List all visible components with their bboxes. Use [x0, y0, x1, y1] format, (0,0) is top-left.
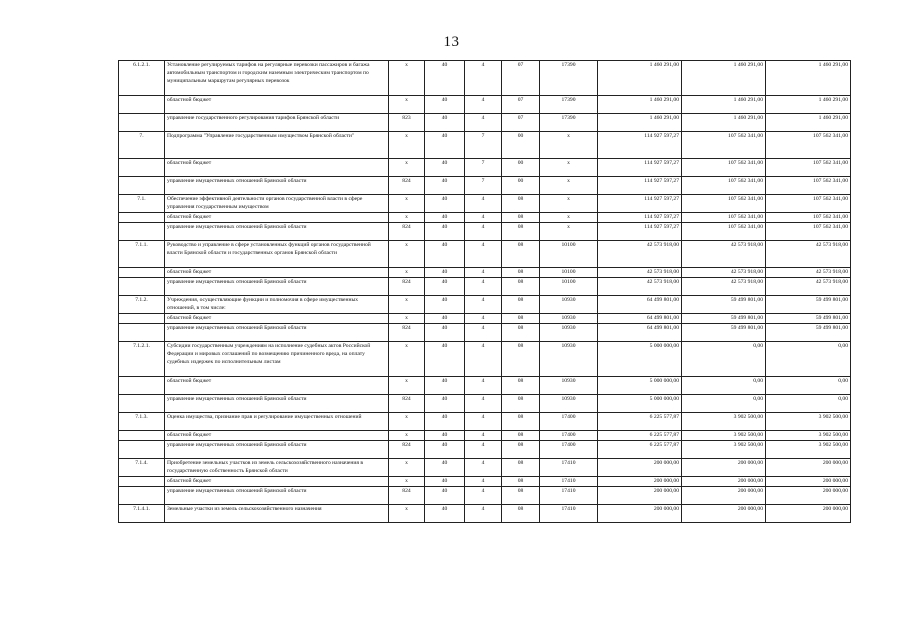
- cell-amount-year-1: 200 000,00: [598, 477, 682, 487]
- table-row: [119, 96, 851, 114]
- cell-item-name: областной бюджет: [165, 268, 389, 278]
- cell-subprogram: 4: [465, 395, 502, 413]
- cell-grbs: х: [389, 377, 425, 395]
- cell-grbs: х: [389, 459, 425, 477]
- table-row: [119, 296, 851, 314]
- cell-main-event: 08: [502, 278, 540, 296]
- cell-amount-year-3: 1 460 291,00: [766, 114, 851, 132]
- cell-item-number: [119, 324, 165, 342]
- cell-amount-year-2: 107 562 341,00: [682, 195, 766, 213]
- table-row: [119, 505, 851, 523]
- cell-program: 40: [425, 505, 465, 523]
- table-row: [119, 314, 851, 324]
- cell-subprogram: 4: [465, 223, 502, 241]
- table-row: [119, 441, 851, 459]
- cell-main-event: 08: [502, 487, 540, 505]
- cell-item-name: управление имущественных отношений Брянской области: [165, 223, 389, 241]
- cell-item-number: [119, 223, 165, 241]
- cell-item-number: [119, 477, 165, 487]
- cell-grbs: 824: [389, 487, 425, 505]
- cell-item-number: [119, 441, 165, 459]
- cell-amount-year-1: 1 460 291,00: [598, 96, 682, 114]
- cell-direction: х: [540, 213, 598, 223]
- cell-item-number: [119, 177, 165, 195]
- page-number: 13: [443, 34, 460, 50]
- cell-item-name: управление имущественных отношений Брянской области: [165, 395, 389, 413]
- cell-amount-year-1: 200 000,00: [598, 487, 682, 505]
- cell-grbs: х: [389, 505, 425, 523]
- cell-amount-year-3: 42 573 918,00: [766, 278, 851, 296]
- cell-amount-year-2: 200 000,00: [682, 487, 766, 505]
- cell-program: 40: [425, 132, 465, 159]
- cell-amount-year-3: 200 000,00: [766, 505, 851, 523]
- cell-item-number: [119, 431, 165, 441]
- cell-grbs: х: [389, 431, 425, 441]
- cell-amount-year-1: 64 499 801,00: [598, 324, 682, 342]
- cell-amount-year-2: 107 562 341,00: [682, 159, 766, 177]
- cell-amount-year-1: 1 460 291,00: [598, 114, 682, 132]
- cell-direction: 10100: [540, 268, 598, 278]
- cell-item-number: [119, 487, 165, 505]
- cell-main-event: 08: [502, 441, 540, 459]
- cell-item-name: Оценка имущества, признание прав и регулирование имущественных отношений: [165, 413, 389, 431]
- cell-direction: х: [540, 159, 598, 177]
- cell-amount-year-2: 42 573 918,00: [682, 268, 766, 278]
- cell-direction: 17390: [540, 96, 598, 114]
- cell-amount-year-1: 200 000,00: [598, 505, 682, 523]
- cell-item-name: управление имущественных отношений Брянской области: [165, 177, 389, 195]
- cell-item-number: 7.1.: [119, 195, 165, 213]
- cell-direction: 10930: [540, 296, 598, 314]
- cell-item-name: управление имущественных отношений Брянской области: [165, 487, 389, 505]
- cell-amount-year-2: 0,00: [682, 395, 766, 413]
- cell-program: 40: [425, 159, 465, 177]
- table-row: [119, 114, 851, 132]
- cell-item-number: 6.1.2.1.: [119, 61, 165, 96]
- cell-amount-year-2: 107 562 341,00: [682, 223, 766, 241]
- cell-program: 40: [425, 324, 465, 342]
- cell-item-number: [119, 377, 165, 395]
- cell-amount-year-3: 3 902 500,00: [766, 441, 851, 459]
- cell-item-name: областной бюджет: [165, 477, 389, 487]
- cell-amount-year-3: 0,00: [766, 377, 851, 395]
- cell-subprogram: 4: [465, 377, 502, 395]
- table-row: [119, 377, 851, 395]
- table-row: [119, 61, 851, 96]
- cell-item-name: Обеспечение эффективной деятельности органов государственной власти в сфере управления государственным имуществом: [165, 195, 389, 213]
- cell-item-number: 7.1.4.: [119, 459, 165, 477]
- budget-table: [118, 60, 851, 523]
- cell-amount-year-3: 107 562 341,00: [766, 213, 851, 223]
- cell-amount-year-3: 107 562 341,00: [766, 177, 851, 195]
- cell-main-event: 08: [502, 296, 540, 314]
- table-row: [119, 159, 851, 177]
- cell-item-name: управление государственного регулирования тарифов Брянской области: [165, 114, 389, 132]
- cell-subprogram: 4: [465, 278, 502, 296]
- cell-subprogram: 4: [465, 441, 502, 459]
- cell-program: 40: [425, 114, 465, 132]
- cell-amount-year-3: 1 460 291,00: [766, 61, 851, 96]
- cell-item-name: управление имущественных отношений Брянской области: [165, 324, 389, 342]
- cell-item-name: Подпрограмма "Управление государственным имуществом Брянской области": [165, 132, 389, 159]
- cell-direction: 17390: [540, 61, 598, 96]
- cell-direction: 17410: [540, 477, 598, 487]
- cell-item-name: Приобретение земельных участков из земель сельскохозяйственного назначения в государственную собственность Брянской области: [165, 459, 389, 477]
- cell-direction: х: [540, 195, 598, 213]
- table-body: [119, 61, 851, 523]
- cell-main-event: 08: [502, 268, 540, 278]
- cell-subprogram: 4: [465, 324, 502, 342]
- cell-grbs: 824: [389, 395, 425, 413]
- cell-program: 40: [425, 61, 465, 96]
- table-row: [119, 431, 851, 441]
- cell-item-number: 7.1.2.: [119, 296, 165, 314]
- cell-program: 40: [425, 213, 465, 223]
- cell-item-name: Установление регулируемых тарифов на регулярные перевозки пассажиров и багажа автомобильным транспортом и городским наземным электрическим транспортом по муниципальным маршрутам регулярных перевозок: [165, 61, 389, 96]
- table-row: [119, 487, 851, 505]
- cell-amount-year-1: 42 573 918,00: [598, 278, 682, 296]
- cell-grbs: 824: [389, 441, 425, 459]
- cell-main-event: 08: [502, 223, 540, 241]
- cell-program: 40: [425, 177, 465, 195]
- table-row: [119, 213, 851, 223]
- cell-direction: 10930: [540, 324, 598, 342]
- cell-amount-year-3: 107 562 341,00: [766, 132, 851, 159]
- cell-main-event: 08: [502, 395, 540, 413]
- cell-item-number: 7.1.2.1.: [119, 342, 165, 377]
- table-row: [119, 459, 851, 477]
- cell-amount-year-1: 64 499 801,00: [598, 296, 682, 314]
- cell-subprogram: 4: [465, 241, 502, 268]
- cell-amount-year-1: 114 927 597,27: [598, 177, 682, 195]
- cell-grbs: 824: [389, 223, 425, 241]
- cell-program: 40: [425, 223, 465, 241]
- cell-direction: 17390: [540, 114, 598, 132]
- cell-amount-year-2: 1 460 291,00: [682, 96, 766, 114]
- cell-grbs: 824: [389, 324, 425, 342]
- cell-main-event: 08: [502, 505, 540, 523]
- cell-direction: 10930: [540, 342, 598, 377]
- cell-direction: 17410: [540, 487, 598, 505]
- cell-direction: 17400: [540, 431, 598, 441]
- cell-amount-year-3: 42 573 918,00: [766, 241, 851, 268]
- cell-amount-year-3: 0,00: [766, 342, 851, 377]
- table-row: [119, 268, 851, 278]
- cell-subprogram: 4: [465, 296, 502, 314]
- cell-item-number: [119, 314, 165, 324]
- cell-program: 40: [425, 477, 465, 487]
- cell-item-number: [119, 278, 165, 296]
- cell-subprogram: 7: [465, 132, 502, 159]
- cell-subprogram: 4: [465, 195, 502, 213]
- cell-program: 40: [425, 241, 465, 268]
- cell-amount-year-1: 42 573 918,00: [598, 241, 682, 268]
- cell-item-number: 7.1.1.: [119, 241, 165, 268]
- cell-item-name: областной бюджет: [165, 314, 389, 324]
- cell-item-name: областной бюджет: [165, 213, 389, 223]
- cell-grbs: х: [389, 195, 425, 213]
- cell-grbs: х: [389, 314, 425, 324]
- cell-item-name: областной бюджет: [165, 159, 389, 177]
- cell-amount-year-2: 3 902 500,00: [682, 441, 766, 459]
- cell-grbs: х: [389, 413, 425, 431]
- cell-subprogram: 4: [465, 459, 502, 477]
- cell-amount-year-1: 114 927 597,27: [598, 159, 682, 177]
- cell-program: 40: [425, 441, 465, 459]
- cell-program: 40: [425, 487, 465, 505]
- cell-program: 40: [425, 342, 465, 377]
- cell-subprogram: 4: [465, 61, 502, 96]
- cell-amount-year-3: 0,00: [766, 395, 851, 413]
- cell-program: 40: [425, 413, 465, 431]
- cell-subprogram: 4: [465, 505, 502, 523]
- cell-amount-year-2: 3 902 500,00: [682, 413, 766, 431]
- cell-program: 40: [425, 296, 465, 314]
- table-row: [119, 223, 851, 241]
- cell-amount-year-3: 59 499 801,00: [766, 314, 851, 324]
- cell-program: 40: [425, 96, 465, 114]
- cell-amount-year-3: 42 573 918,00: [766, 268, 851, 278]
- cell-grbs: х: [389, 96, 425, 114]
- cell-grbs: х: [389, 241, 425, 268]
- cell-amount-year-2: 59 499 801,00: [682, 324, 766, 342]
- cell-amount-year-1: 200 000,00: [598, 459, 682, 477]
- cell-main-event: 08: [502, 342, 540, 377]
- cell-item-name: областной бюджет: [165, 431, 389, 441]
- cell-amount-year-3: 107 562 341,00: [766, 159, 851, 177]
- cell-subprogram: 4: [465, 342, 502, 377]
- cell-amount-year-1: 6 225 577,87: [598, 431, 682, 441]
- cell-grbs: 823: [389, 114, 425, 132]
- cell-main-event: 07: [502, 114, 540, 132]
- cell-amount-year-3: 59 499 801,00: [766, 296, 851, 314]
- cell-item-number: [119, 268, 165, 278]
- cell-item-name: Руководство и управление в сфере установленных функций органов государственной власти Брянской области и государственных органов Брянской области: [165, 241, 389, 268]
- cell-amount-year-2: 200 000,00: [682, 505, 766, 523]
- cell-subprogram: 4: [465, 96, 502, 114]
- cell-grbs: 824: [389, 177, 425, 195]
- cell-subprogram: 7: [465, 177, 502, 195]
- cell-main-event: 00: [502, 177, 540, 195]
- table-row: [119, 477, 851, 487]
- cell-item-name: областной бюджет: [165, 377, 389, 395]
- cell-amount-year-3: 107 562 341,00: [766, 223, 851, 241]
- cell-main-event: 08: [502, 477, 540, 487]
- cell-item-name: управление имущественных отношений Брянской области: [165, 441, 389, 459]
- cell-main-event: 00: [502, 159, 540, 177]
- cell-program: 40: [425, 431, 465, 441]
- table-row: [119, 324, 851, 342]
- cell-main-event: 08: [502, 195, 540, 213]
- cell-subprogram: 4: [465, 431, 502, 441]
- cell-main-event: 00: [502, 132, 540, 159]
- cell-subprogram: 4: [465, 268, 502, 278]
- cell-program: 40: [425, 459, 465, 477]
- cell-amount-year-2: 59 499 801,00: [682, 314, 766, 324]
- cell-grbs: х: [389, 477, 425, 487]
- cell-direction: 10100: [540, 278, 598, 296]
- cell-amount-year-2: 0,00: [682, 342, 766, 377]
- cell-amount-year-1: 5 000 000,00: [598, 377, 682, 395]
- cell-grbs: х: [389, 342, 425, 377]
- cell-program: 40: [425, 395, 465, 413]
- cell-amount-year-2: 107 562 341,00: [682, 177, 766, 195]
- cell-subprogram: 4: [465, 213, 502, 223]
- cell-amount-year-1: 114 927 597,27: [598, 213, 682, 223]
- cell-subprogram: 4: [465, 114, 502, 132]
- cell-amount-year-1: 6 225 577,87: [598, 413, 682, 431]
- cell-grbs: х: [389, 61, 425, 96]
- cell-item-number: [119, 96, 165, 114]
- cell-amount-year-3: 3 902 500,00: [766, 413, 851, 431]
- cell-grbs: х: [389, 296, 425, 314]
- cell-item-number: [119, 395, 165, 413]
- cell-direction: х: [540, 132, 598, 159]
- cell-main-event: 08: [502, 324, 540, 342]
- cell-main-event: 08: [502, 413, 540, 431]
- cell-program: 40: [425, 377, 465, 395]
- cell-amount-year-1: 5 000 000,00: [598, 342, 682, 377]
- cell-main-event: 07: [502, 96, 540, 114]
- cell-amount-year-1: 1 460 291,00: [598, 61, 682, 96]
- cell-amount-year-2: 0,00: [682, 377, 766, 395]
- cell-direction: х: [540, 223, 598, 241]
- cell-program: 40: [425, 278, 465, 296]
- cell-amount-year-3: 200 000,00: [766, 487, 851, 505]
- cell-direction: х: [540, 177, 598, 195]
- cell-amount-year-1: 42 573 918,00: [598, 268, 682, 278]
- cell-amount-year-2: 42 573 918,00: [682, 278, 766, 296]
- cell-main-event: 08: [502, 459, 540, 477]
- cell-amount-year-1: 64 499 801,00: [598, 314, 682, 324]
- cell-amount-year-3: 200 000,00: [766, 477, 851, 487]
- cell-grbs: х: [389, 132, 425, 159]
- table-row: [119, 177, 851, 195]
- cell-amount-year-1: 114 927 597,27: [598, 132, 682, 159]
- cell-main-event: 08: [502, 213, 540, 223]
- cell-amount-year-1: 114 927 597,27: [598, 223, 682, 241]
- cell-program: 40: [425, 195, 465, 213]
- cell-amount-year-3: 1 460 291,00: [766, 96, 851, 114]
- cell-item-name: Учреждения, осуществляющие функции и полномочия в сфере имущественных отношений, в том числе:: [165, 296, 389, 314]
- cell-direction: 17400: [540, 413, 598, 431]
- cell-direction: 10100: [540, 241, 598, 268]
- table-row: [119, 413, 851, 431]
- table-row: [119, 241, 851, 268]
- cell-subprogram: 4: [465, 487, 502, 505]
- cell-amount-year-2: 42 573 918,00: [682, 241, 766, 268]
- table-row: [119, 395, 851, 413]
- cell-amount-year-2: 200 000,00: [682, 477, 766, 487]
- table-row: [119, 195, 851, 213]
- cell-subprogram: 7: [465, 159, 502, 177]
- cell-subprogram: 4: [465, 413, 502, 431]
- cell-program: 40: [425, 268, 465, 278]
- cell-amount-year-2: 59 499 801,00: [682, 296, 766, 314]
- cell-amount-year-2: 107 562 341,00: [682, 213, 766, 223]
- cell-item-number: 7.1.3.: [119, 413, 165, 431]
- cell-amount-year-1: 114 927 597,27: [598, 195, 682, 213]
- cell-amount-year-2: 3 902 500,00: [682, 431, 766, 441]
- cell-item-number: [119, 114, 165, 132]
- cell-amount-year-2: 1 460 291,00: [682, 114, 766, 132]
- table-row: [119, 132, 851, 159]
- cell-item-number: [119, 159, 165, 177]
- cell-amount-year-3: 3 902 500,00: [766, 431, 851, 441]
- cell-direction: 17410: [540, 505, 598, 523]
- table-row: [119, 278, 851, 296]
- cell-item-number: [119, 213, 165, 223]
- cell-grbs: х: [389, 213, 425, 223]
- cell-amount-year-3: 107 562 341,00: [766, 195, 851, 213]
- cell-subprogram: 4: [465, 314, 502, 324]
- cell-item-number: 7.1.4.1.: [119, 505, 165, 523]
- cell-amount-year-1: 6 225 577,87: [598, 441, 682, 459]
- cell-program: 40: [425, 314, 465, 324]
- table-row: [119, 342, 851, 377]
- cell-amount-year-3: 59 499 801,00: [766, 324, 851, 342]
- cell-amount-year-2: 1 460 291,00: [682, 61, 766, 96]
- cell-direction: 10930: [540, 314, 598, 324]
- cell-amount-year-2: 107 562 341,00: [682, 132, 766, 159]
- cell-direction: 10930: [540, 395, 598, 413]
- cell-grbs: 824: [389, 278, 425, 296]
- cell-grbs: х: [389, 268, 425, 278]
- cell-direction: 10930: [540, 377, 598, 395]
- cell-grbs: х: [389, 159, 425, 177]
- cell-amount-year-2: 200 000,00: [682, 459, 766, 477]
- cell-main-event: 08: [502, 314, 540, 324]
- cell-main-event: 08: [502, 377, 540, 395]
- cell-main-event: 08: [502, 431, 540, 441]
- cell-amount-year-1: 5 000 000,00: [598, 395, 682, 413]
- cell-item-number: 7.: [119, 132, 165, 159]
- cell-item-name: управление имущественных отношений Брянской области: [165, 278, 389, 296]
- cell-amount-year-3: 200 000,00: [766, 459, 851, 477]
- cell-direction: 17400: [540, 441, 598, 459]
- cell-main-event: 07: [502, 61, 540, 96]
- cell-main-event: 08: [502, 241, 540, 268]
- cell-item-name: Земельные участки из земель сельскохозяйственного назначения: [165, 505, 389, 523]
- cell-direction: 17410: [540, 459, 598, 477]
- cell-item-name: областной бюджет: [165, 96, 389, 114]
- cell-subprogram: 4: [465, 477, 502, 487]
- cell-item-name: Субсидии государственным учреждениям на исполнение судебных актов Российской Федерации и мировых соглашений по возмещению причиненного вреда, на оплату судебных издержек по исполнительным листам: [165, 342, 389, 377]
